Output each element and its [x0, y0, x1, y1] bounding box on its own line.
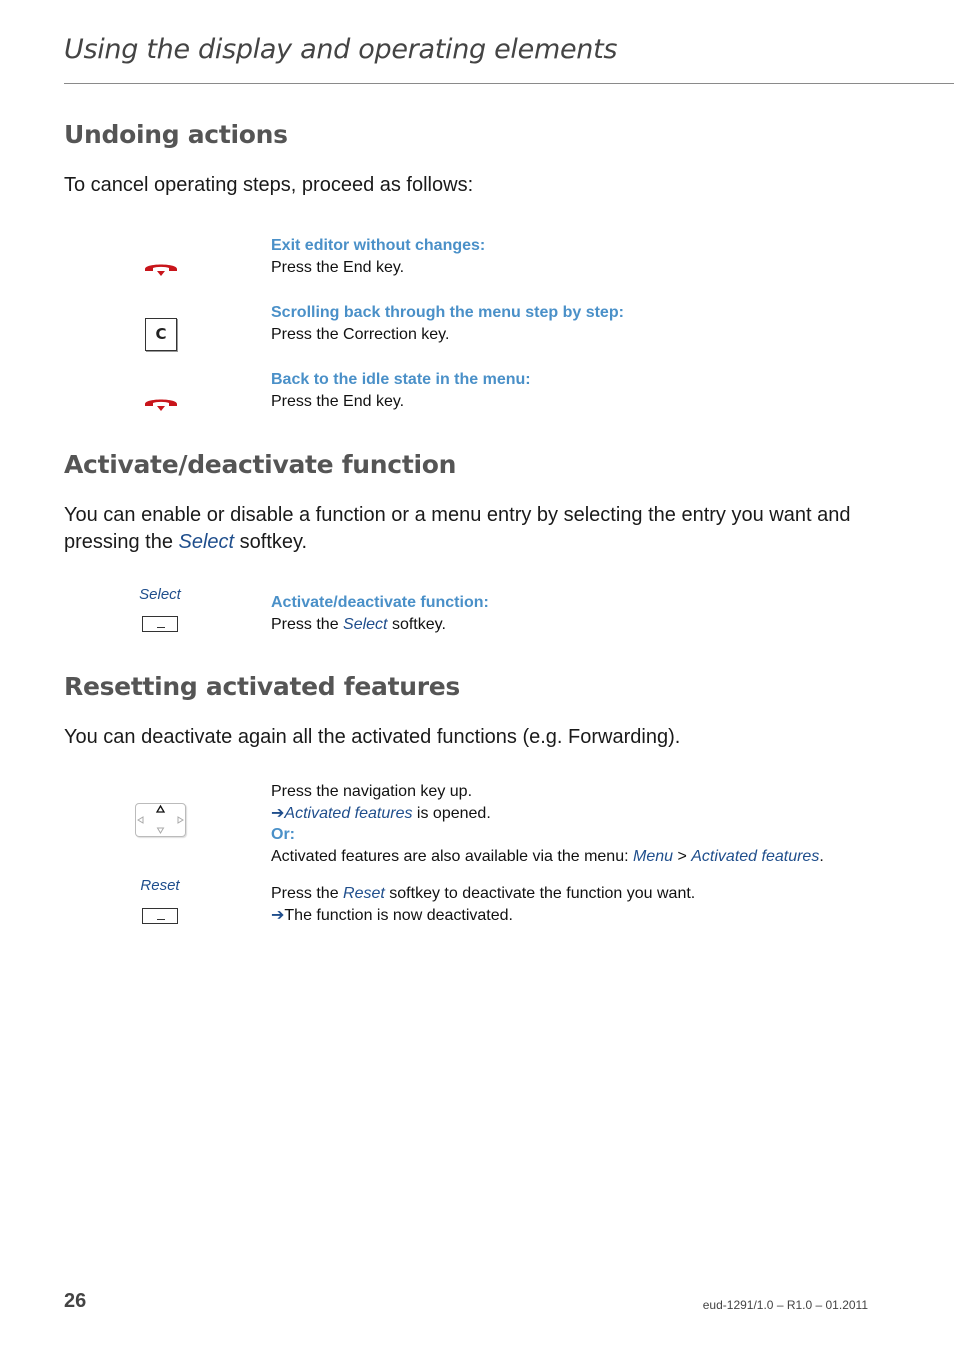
activated-features-ref: Activated features	[691, 847, 820, 865]
text: softkey.	[387, 615, 446, 633]
reset-softkey-ref: Reset	[343, 885, 385, 902]
step-title: Exit editor without changes:	[271, 237, 486, 254]
reset-intro: You can deactivate again all the activated functions (e.g. Forwarding).	[64, 726, 681, 748]
chapter-title: Using the display and operating elements	[64, 34, 618, 65]
step-back-idle	[271, 369, 911, 412]
heading-activate-deactivate: Activate/deactivate function	[64, 450, 457, 479]
step-reset	[271, 883, 911, 926]
step-title: Scrolling back through the menu step by step:	[271, 304, 624, 321]
result-arrow-icon: ➔	[271, 906, 285, 924]
step-text: Press the End key.	[271, 258, 405, 276]
end-key-icon	[143, 395, 179, 413]
page-number: 26	[64, 1290, 87, 1312]
step-alternative	[271, 846, 911, 868]
reset-softkey-icon	[142, 908, 178, 924]
step-result	[271, 803, 911, 825]
softkey-label-select: Select	[139, 586, 181, 603]
step-exit-editor	[271, 235, 911, 278]
activate-intro	[64, 502, 894, 556]
step-text: Press the navigation key up.	[271, 783, 473, 800]
step-text	[271, 883, 911, 905]
menu-separator: >	[673, 847, 692, 865]
navigation-arrows-icon	[135, 803, 186, 837]
select-softkey-ref: Select	[178, 531, 235, 553]
step-title: Activate/deactivate function:	[271, 594, 489, 611]
step-text: Press the End key.	[271, 392, 405, 410]
header-divider	[64, 83, 954, 84]
menu-ref: Menu	[632, 847, 674, 865]
step-result	[271, 905, 911, 927]
text: Press the	[271, 615, 344, 633]
document-id: eud-1291/1.0 – R1.0 – 01.2011	[702, 1298, 868, 1312]
text: softkey to deactivate the function you want.	[384, 885, 696, 902]
step-text	[271, 614, 911, 636]
text: The function is now deactivated.	[284, 906, 513, 924]
softkey-label-reset: Reset	[140, 877, 180, 894]
text: Press the	[271, 885, 344, 902]
step-navigation-up	[271, 781, 911, 867]
end-key-icon	[143, 260, 179, 278]
text: .	[819, 847, 824, 865]
select-softkey-icon	[142, 616, 178, 632]
correction-key-icon: C	[145, 318, 177, 351]
select-softkey-ref: Select	[343, 615, 388, 633]
step-activate-function	[271, 592, 911, 635]
or-label: Or:	[271, 826, 295, 843]
result-arrow-icon: ➔	[271, 804, 285, 822]
step-text: Press the Correction key.	[271, 325, 450, 343]
text: Activated features are also available via the menu:	[271, 847, 633, 865]
intro-text: You can enable or disable a function or a menu entry by selecting the entry you want and pressing the	[64, 504, 851, 553]
undo-intro: To cancel operating steps, proceed as follows:	[64, 174, 474, 196]
text: is opened.	[412, 804, 491, 822]
navigation-key-icon	[135, 803, 186, 837]
step-scroll-back	[271, 302, 911, 345]
intro-text: softkey.	[234, 531, 308, 553]
activated-features-ref: Activated features	[284, 804, 413, 822]
step-title: Back to the idle state in the menu:	[271, 371, 531, 388]
heading-undoing-actions: Undoing actions	[64, 120, 288, 149]
heading-resetting-features: Resetting activated features	[64, 672, 461, 701]
